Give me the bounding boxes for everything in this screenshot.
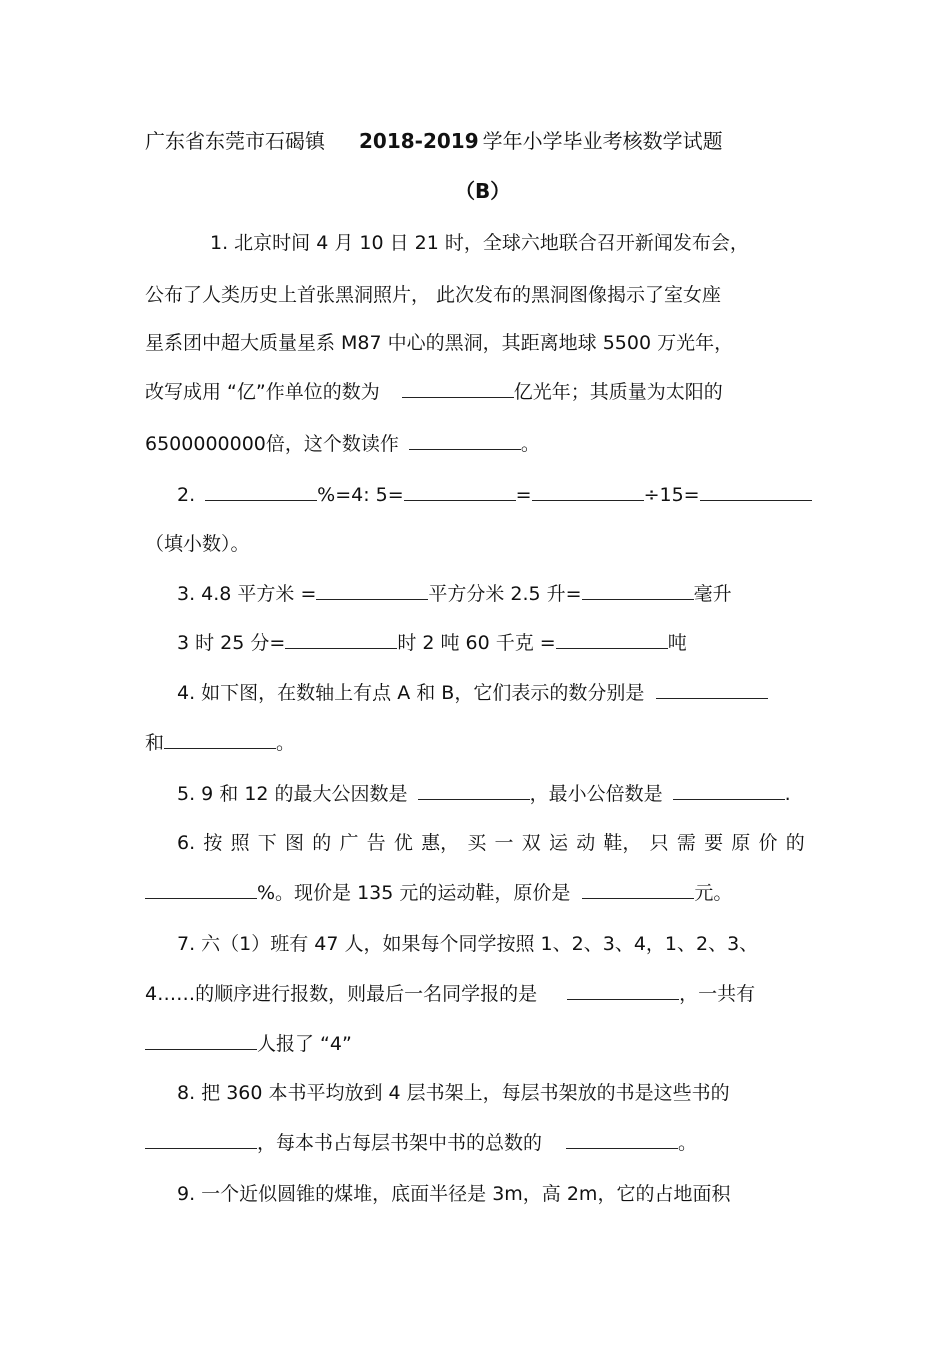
q7-text: ，一共有 <box>679 983 756 1005</box>
exam-title <box>145 128 723 154</box>
q7-text: 4……的顺序进行报数，则最后一名同学报的是 <box>145 983 538 1005</box>
q4-line-2 <box>145 730 295 756</box>
q5-text: . <box>784 783 791 805</box>
answer-blank[interactable] <box>402 379 514 398</box>
q2-line-1 <box>177 482 812 508</box>
q3-line-2 <box>177 630 687 656</box>
q1-line-5 <box>145 431 540 457</box>
answer-blank[interactable] <box>316 581 428 600</box>
q3-text: 3 时 25 分= <box>177 632 286 654</box>
answer-blank[interactable] <box>145 1031 257 1050</box>
q3-text: 平方分米 2.5 升= <box>428 583 582 605</box>
answer-blank[interactable] <box>404 482 516 501</box>
q6-text: 元。 <box>694 882 733 904</box>
q3-text: 时 2 吨 60 千克 = <box>397 632 556 654</box>
q7-line-2 <box>145 981 755 1007</box>
q6-text: %。现价是 135 元的运动鞋，原价是 <box>257 882 571 904</box>
q6-word: 一 <box>494 832 514 854</box>
q6-word: 按 <box>203 832 223 854</box>
answer-blank[interactable] <box>566 1130 678 1149</box>
q7-line-3 <box>145 1031 352 1057</box>
answer-blank[interactable] <box>532 482 644 501</box>
q3-text: 吨 <box>667 632 687 654</box>
q7-line-1: 7. 六（1）班有 47 人，如果每个同学按照 1、2、3、4，1、2、3、 <box>177 933 759 955</box>
q4-text: 和 <box>145 732 165 754</box>
q6-word: 优 <box>393 832 413 854</box>
answer-blank[interactable] <box>656 680 768 699</box>
answer-blank[interactable] <box>673 781 785 800</box>
q2-text: %=4: 5= <box>317 484 404 506</box>
answer-blank[interactable] <box>418 781 530 800</box>
answer-blank[interactable] <box>700 482 812 501</box>
q1-line-1: 1. 北京时间 4 月 10 日 21 时，全球六地联合召开新闻发布会， <box>210 232 749 254</box>
q4-text: 。 <box>276 732 296 754</box>
q8-line-1: 8. 把 360 本书平均放到 4 层书架上，每层书架放的书是这些书的 <box>177 1082 730 1104</box>
q6-word: 惠， <box>421 832 460 854</box>
q6-word: 价 <box>758 832 778 854</box>
q1-line-3: 星系团中超大质量星系 M87 中心的黑洞，其距离地球 5500 万光年， <box>145 332 734 354</box>
q6-word: 双 <box>521 832 541 854</box>
q7-text: 人报了 “4” <box>257 1033 352 1055</box>
q6-word: 买 <box>467 832 487 854</box>
answer-blank[interactable] <box>285 630 397 649</box>
q3-text: 3. 4.8 平方米 = <box>177 583 317 605</box>
q6-word: 下 <box>257 832 277 854</box>
q6-word: 告 <box>366 832 386 854</box>
q2-line-2: （填小数）。 <box>145 533 250 555</box>
q6-word: 鞋， <box>603 832 642 854</box>
answer-blank[interactable] <box>145 880 257 899</box>
q6-word: 运 <box>548 832 568 854</box>
q1-line-2: 公布了人类历史上首张黑洞照片， 此次发布的黑洞图像揭示了室女座 <box>145 284 722 306</box>
q5-line <box>177 781 791 807</box>
paper-version: （B） <box>455 179 511 203</box>
q6-word: 要 <box>704 832 724 854</box>
q8-text: 。 <box>678 1132 698 1154</box>
q1-text: 。 <box>520 433 540 455</box>
q5-text: ，最小公倍数是 <box>529 783 663 805</box>
q3-text: 毫升 <box>693 583 732 605</box>
q6-word: 只 <box>649 832 669 854</box>
q1-text: 改写成用 “亿”作单位的数为 <box>145 381 380 403</box>
q1-line-4 <box>145 379 723 405</box>
title-subject: 学年小学毕业考核数学试题 <box>482 129 723 153</box>
answer-blank[interactable] <box>205 482 317 501</box>
q6-word: 动 <box>576 832 596 854</box>
q4-text: 4. 如下图，在数轴上有点 A 和 B，它们表示的数分别是 <box>177 682 645 704</box>
q6-line-2 <box>145 880 732 906</box>
q4-line-1 <box>177 680 768 706</box>
q3-line-1 <box>177 581 732 607</box>
q2-text: = <box>515 484 532 506</box>
answer-blank[interactable] <box>409 431 521 450</box>
q1-text: 亿光年；其质量为太阳的 <box>513 381 723 403</box>
answer-blank[interactable] <box>582 880 694 899</box>
q6-word: 6. <box>177 832 196 854</box>
q9-line-1: 9. 一个近似圆锥的煤堆，底面半径是 3m，高 2m，它的占地面积 <box>177 1183 731 1205</box>
q6-word: 原 <box>731 832 751 854</box>
q8-text: ，每本书占每层书架中书的总数的 <box>257 1132 543 1154</box>
answer-blank[interactable] <box>582 581 694 600</box>
q6-word: 图 <box>285 832 305 854</box>
answer-blank[interactable] <box>145 1130 257 1149</box>
answer-blank[interactable] <box>164 730 276 749</box>
title-location: 广东省东莞市石碣镇 <box>145 129 325 153</box>
q2-text: ÷15= <box>643 484 700 506</box>
q6-word: 需 <box>676 832 696 854</box>
q6-word: 照 <box>230 832 250 854</box>
q8-line-2 <box>145 1130 697 1156</box>
q6-word: 的 <box>312 832 332 854</box>
answer-blank[interactable] <box>567 981 679 1000</box>
q6-line-1 <box>177 830 805 856</box>
title-years: 2018-2019 <box>359 129 479 153</box>
q6-word: 广 <box>339 832 359 854</box>
q2-number: 2. <box>177 484 196 506</box>
q1-text: 6500000000倍，这个数读作 <box>145 433 399 455</box>
q5-text: 5. 9 和 12 的最大公因数是 <box>177 783 408 805</box>
q6-word: 的 <box>785 832 805 854</box>
answer-blank[interactable] <box>556 630 668 649</box>
